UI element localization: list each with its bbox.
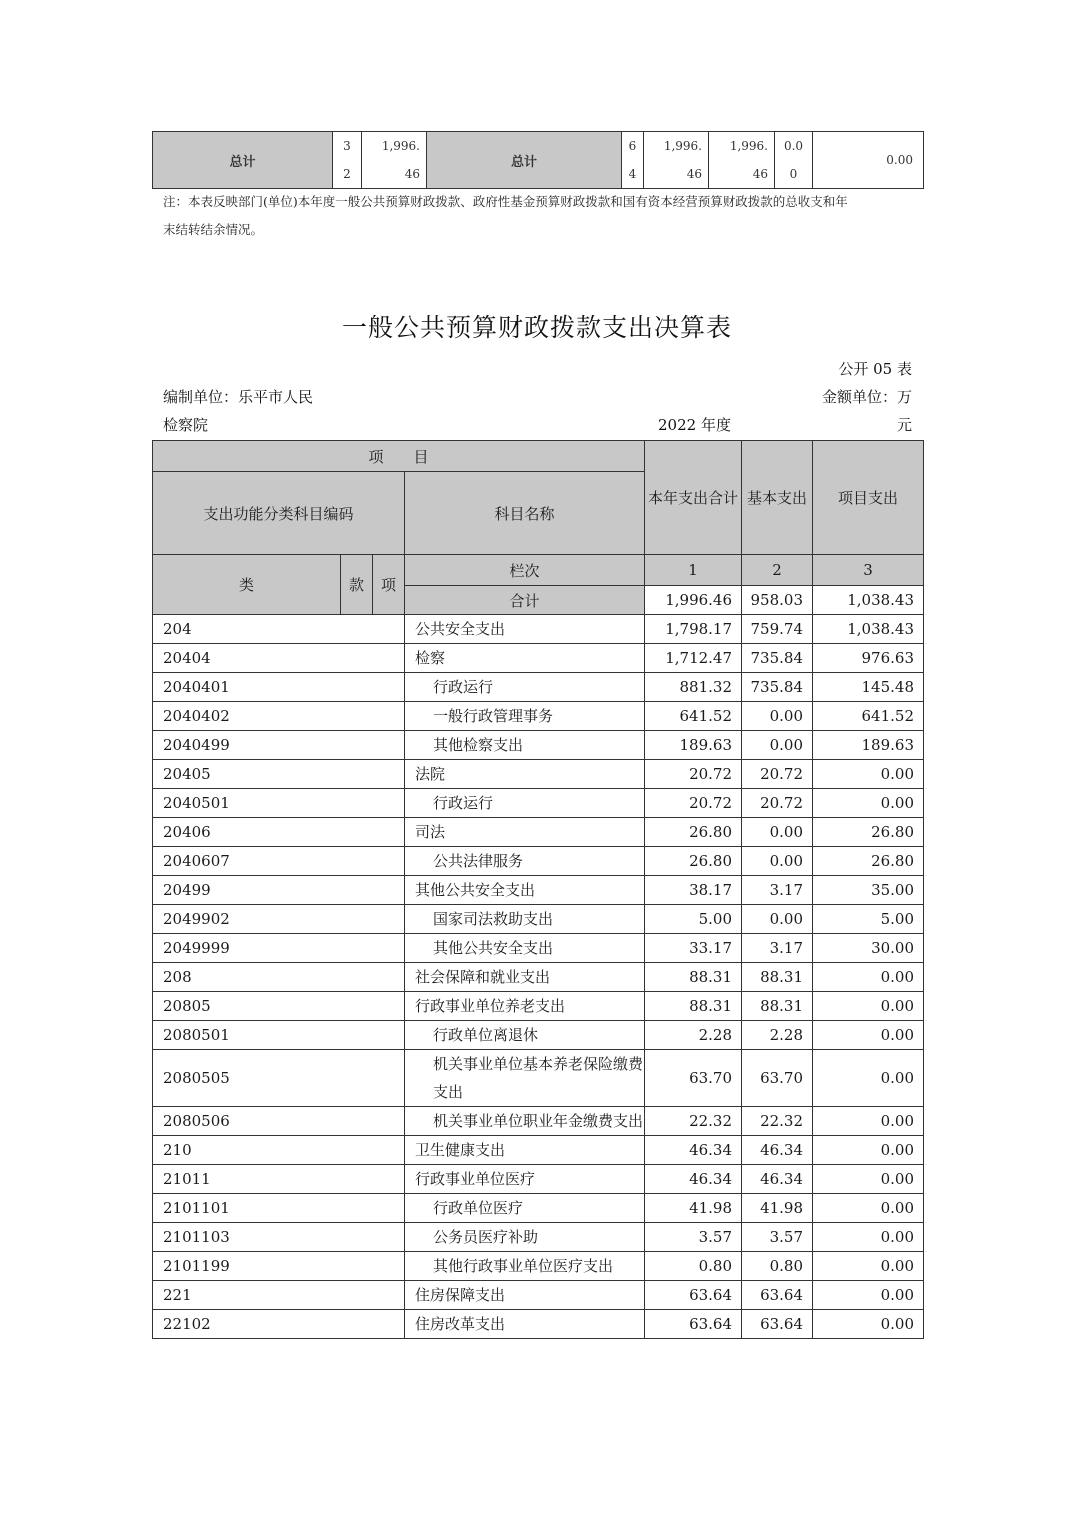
row-basic: 63.64 — [742, 1310, 813, 1339]
summary-right-row-no: 6 4 — [622, 132, 644, 189]
row-project: 0.00 — [813, 1252, 924, 1281]
sum-total: 1,996.46 — [645, 586, 742, 615]
table-row — [153, 789, 924, 818]
expenditure-table — [152, 440, 924, 1339]
summary-left-amount: 1,996. 46 — [362, 132, 427, 189]
header-xiang: 项 — [373, 555, 405, 615]
row-total: 41.98 — [645, 1194, 742, 1223]
row-project: 0.00 — [813, 992, 924, 1021]
form-number: 公开 05 表 — [838, 360, 912, 378]
header-subject-name: 科目名称 — [405, 472, 645, 555]
row-basic: 3.57 — [742, 1223, 813, 1252]
row-total: 88.31 — [645, 992, 742, 1021]
row-basic: 0.00 — [742, 905, 813, 934]
compiling-unit-cont: 检察院 — [163, 416, 209, 434]
row-subject-name: 机关事业单位职业年金缴费支出 — [405, 1107, 645, 1136]
row-total: 0.80 — [645, 1252, 742, 1281]
row-basic: 41.98 — [742, 1194, 813, 1223]
row-subject-name: 行政事业单位养老支出 — [405, 992, 645, 1021]
row-code: 2080501 — [153, 1021, 405, 1050]
header-col-3: 3 — [813, 555, 924, 586]
row-subject-name: 行政单位医疗 — [405, 1194, 645, 1223]
header-project: 项目支出 — [813, 441, 924, 555]
table-row — [153, 1194, 924, 1223]
header-item: 项 目 — [153, 441, 645, 472]
summary-left-label: 总计 — [153, 132, 333, 189]
row-subject-name: 法院 — [405, 760, 645, 789]
row-total: 1,712.47 — [645, 644, 742, 673]
table-row — [153, 702, 924, 731]
row-project: 0.00 — [813, 760, 924, 789]
row-basic: 46.34 — [742, 1136, 813, 1165]
row-code: 2101101 — [153, 1194, 405, 1223]
table-row — [153, 1252, 924, 1281]
row-subject-name: 卫生健康支出 — [405, 1136, 645, 1165]
table-row — [153, 760, 924, 789]
row-basic: 88.31 — [742, 963, 813, 992]
row-total: 63.64 — [645, 1310, 742, 1339]
footnote-line-2: 末结转结余情况。 — [163, 222, 264, 237]
row-subject-name: 行政运行 — [405, 673, 645, 702]
table-row — [153, 1281, 924, 1310]
row-basic: 0.80 — [742, 1252, 813, 1281]
summary-right-label: 总计 — [427, 132, 622, 189]
row-project: 0.00 — [813, 1107, 924, 1136]
row-project: 26.80 — [813, 818, 924, 847]
amount-unit-cont: 元 — [896, 416, 912, 434]
summary-left-row-no: 3 2 — [333, 132, 362, 189]
row-subject-name: 公共安全支出 — [405, 615, 645, 644]
footnote-line-1: 注：本表反映部门(单位)本年度一般公共预算财政拨款、政府性基金预算财政拨款和国有资本经营预算财政拨款的总收支和年 — [163, 194, 848, 209]
row-basic: 735.84 — [742, 673, 813, 702]
row-code: 20405 — [153, 760, 405, 789]
row-code: 2040607 — [153, 847, 405, 876]
row-code: 204 — [153, 615, 405, 644]
row-total: 189.63 — [645, 731, 742, 760]
compiling-unit: 编制单位：乐平市人民 — [163, 388, 314, 406]
row-basic: 0.00 — [742, 702, 813, 731]
row-basic: 0.00 — [742, 818, 813, 847]
row-code: 2040499 — [153, 731, 405, 760]
row-project: 0.00 — [813, 1021, 924, 1050]
header-lei: 类 — [153, 555, 341, 615]
row-subject-name: 其他行政事业单位医疗支出 — [405, 1252, 645, 1281]
header-col-2: 2 — [742, 555, 813, 586]
row-total: 26.80 — [645, 847, 742, 876]
row-subject-name: 国家司法救助支出 — [405, 905, 645, 934]
row-code: 2040401 — [153, 673, 405, 702]
row-code: 20805 — [153, 992, 405, 1021]
row-code: 221 — [153, 1281, 405, 1310]
row-project: 0.00 — [813, 1310, 924, 1339]
table-row — [153, 934, 924, 963]
row-code: 2040402 — [153, 702, 405, 731]
row-project: 145.48 — [813, 673, 924, 702]
row-subject-name: 住房改革支出 — [405, 1310, 645, 1339]
fiscal-year: 2022 年度 — [658, 416, 731, 434]
row-project: 641.52 — [813, 702, 924, 731]
row-code: 20404 — [153, 644, 405, 673]
row-total: 63.70 — [645, 1050, 742, 1107]
row-basic: 759.74 — [742, 615, 813, 644]
row-subject-name: 公共法律服务 — [405, 847, 645, 876]
row-subject-name: 行政事业单位医疗 — [405, 1165, 645, 1194]
row-project: 0.00 — [813, 1194, 924, 1223]
row-total: 641.52 — [645, 702, 742, 731]
row-project: 0.00 — [813, 1223, 924, 1252]
row-project: 35.00 — [813, 876, 924, 905]
amount-unit: 金额单位：万 — [821, 388, 912, 406]
table-row — [153, 876, 924, 905]
table-row — [153, 905, 924, 934]
table-row — [153, 673, 924, 702]
row-subject-name: 公务员医疗补助 — [405, 1223, 645, 1252]
row-basic: 88.31 — [742, 992, 813, 1021]
header-col-1: 1 — [645, 555, 742, 586]
summary-amount-4: 0.00 — [813, 132, 924, 189]
row-basic: 0.00 — [742, 731, 813, 760]
table-row — [153, 847, 924, 876]
row-basic: 22.32 — [742, 1107, 813, 1136]
row-project: 30.00 — [813, 934, 924, 963]
summary-amount-3: 0.0 0 — [775, 132, 813, 189]
table-row — [153, 1223, 924, 1252]
row-project: 0.00 — [813, 789, 924, 818]
row-code: 210 — [153, 1136, 405, 1165]
table-row — [153, 644, 924, 673]
table-row — [153, 1310, 924, 1339]
row-subject-name: 行政运行 — [405, 789, 645, 818]
row-total: 20.72 — [645, 789, 742, 818]
row-project: 0.00 — [813, 1050, 924, 1107]
row-code: 208 — [153, 963, 405, 992]
row-code: 2101103 — [153, 1223, 405, 1252]
row-total: 46.34 — [645, 1165, 742, 1194]
table-row — [153, 963, 924, 992]
row-total: 5.00 — [645, 905, 742, 934]
row-project: 1,038.43 — [813, 615, 924, 644]
row-total: 22.32 — [645, 1107, 742, 1136]
row-total: 63.64 — [645, 1281, 742, 1310]
table-row — [153, 992, 924, 1021]
row-total: 20.72 — [645, 760, 742, 789]
header-kuan: 款 — [341, 555, 373, 615]
row-project: 189.63 — [813, 731, 924, 760]
header-basic: 基本支出 — [742, 441, 813, 555]
row-project: 0.00 — [813, 1136, 924, 1165]
header-row-3 — [153, 555, 924, 586]
row-basic: 735.84 — [742, 644, 813, 673]
header-row-1 — [153, 441, 924, 472]
row-basic: 0.00 — [742, 847, 813, 876]
row-basic: 63.64 — [742, 1281, 813, 1310]
table-row — [153, 1050, 924, 1107]
row-basic: 20.72 — [742, 789, 813, 818]
table-row — [153, 1107, 924, 1136]
row-project: 0.00 — [813, 1165, 924, 1194]
row-code: 2101199 — [153, 1252, 405, 1281]
row-total: 3.57 — [645, 1223, 742, 1252]
row-subject-name: 住房保障支出 — [405, 1281, 645, 1310]
row-project: 0.00 — [813, 963, 924, 992]
summary-row — [153, 132, 924, 189]
row-total: 38.17 — [645, 876, 742, 905]
row-total: 881.32 — [645, 673, 742, 702]
table-row — [153, 1165, 924, 1194]
row-basic: 46.34 — [742, 1165, 813, 1194]
table-row — [153, 1136, 924, 1165]
row-code: 2040501 — [153, 789, 405, 818]
row-basic: 3.17 — [742, 934, 813, 963]
report-title: 一般公共预算财政拨款支出决算表 — [341, 313, 732, 342]
header-code-group: 支出功能分类科目编码 — [153, 472, 405, 555]
row-code: 2080505 — [153, 1050, 405, 1107]
row-basic: 63.70 — [742, 1050, 813, 1107]
row-subject-name: 机关事业单位基本养老保险缴费支出 — [405, 1050, 645, 1107]
row-subject-name: 其他检察支出 — [405, 731, 645, 760]
row-basic: 3.17 — [742, 876, 813, 905]
row-code: 20406 — [153, 818, 405, 847]
row-project: 976.63 — [813, 644, 924, 673]
row-project: 26.80 — [813, 847, 924, 876]
table-row — [153, 615, 924, 644]
table-row — [153, 818, 924, 847]
table-row — [153, 1021, 924, 1050]
row-total: 88.31 — [645, 963, 742, 992]
summary-table — [152, 131, 924, 189]
header-total: 本年支出合计 — [645, 441, 742, 555]
row-code: 20499 — [153, 876, 405, 905]
sum-basic: 958.03 — [742, 586, 813, 615]
row-total: 1,798.17 — [645, 615, 742, 644]
row-total: 26.80 — [645, 818, 742, 847]
summary-amount-2: 1,996. 46 — [709, 132, 775, 189]
sum-label: 合计 — [405, 586, 645, 615]
row-subject-name: 检察 — [405, 644, 645, 673]
sum-project: 1,038.43 — [813, 586, 924, 615]
header-column-no: 栏次 — [405, 555, 645, 586]
row-code: 22102 — [153, 1310, 405, 1339]
row-total: 33.17 — [645, 934, 742, 963]
row-subject-name: 一般行政管理事务 — [405, 702, 645, 731]
row-code: 2080506 — [153, 1107, 405, 1136]
row-subject-name: 行政单位离退休 — [405, 1021, 645, 1050]
summary-amount-1: 1,996. 46 — [644, 132, 709, 189]
row-subject-name: 其他公共安全支出 — [405, 876, 645, 905]
row-code: 2049902 — [153, 905, 405, 934]
row-total: 46.34 — [645, 1136, 742, 1165]
row-subject-name: 社会保障和就业支出 — [405, 963, 645, 992]
table-body — [153, 615, 924, 1339]
row-project: 0.00 — [813, 1281, 924, 1310]
row-code: 21011 — [153, 1165, 405, 1194]
table-row — [153, 731, 924, 760]
row-basic: 2.28 — [742, 1021, 813, 1050]
row-total: 2.28 — [645, 1021, 742, 1050]
row-project: 5.00 — [813, 905, 924, 934]
row-code: 2049999 — [153, 934, 405, 963]
row-subject-name: 司法 — [405, 818, 645, 847]
row-subject-name: 其他公共安全支出 — [405, 934, 645, 963]
row-basic: 20.72 — [742, 760, 813, 789]
